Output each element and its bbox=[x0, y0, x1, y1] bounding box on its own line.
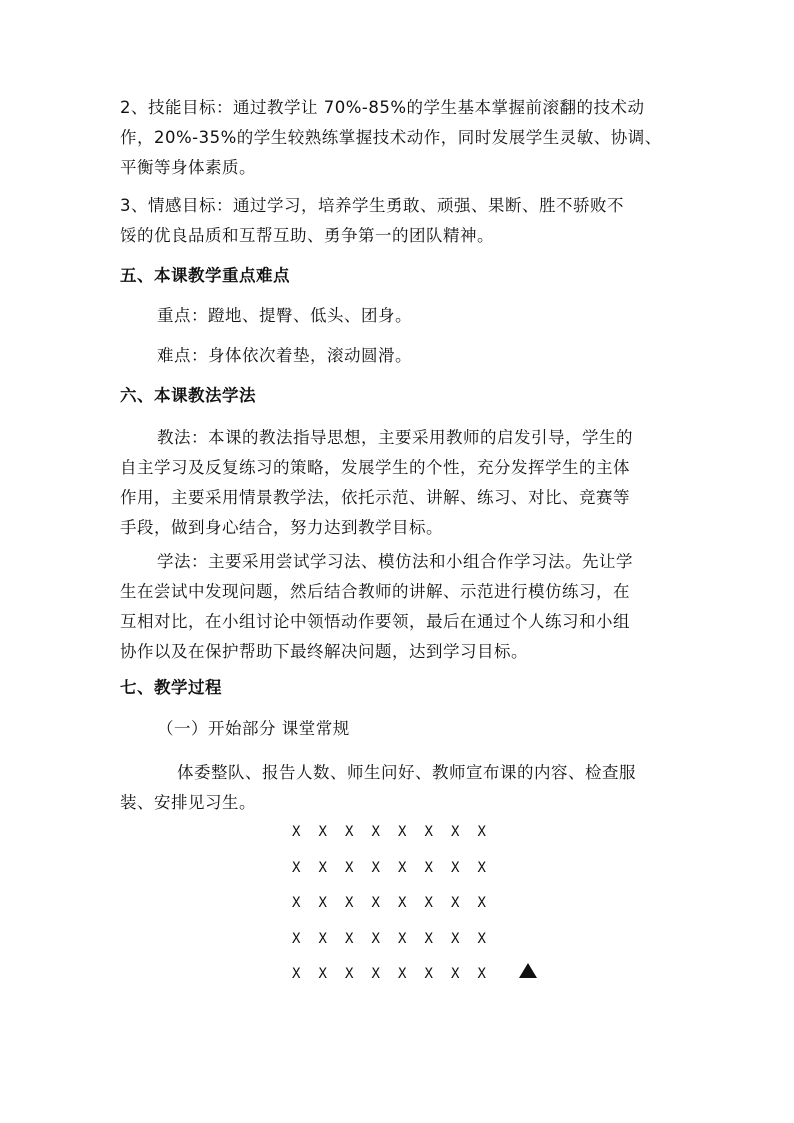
formation-row bbox=[292, 963, 504, 999]
student-mark: X bbox=[451, 824, 460, 840]
student-mark: X bbox=[424, 895, 433, 911]
student-mark: X bbox=[398, 930, 407, 947]
student-mark: X bbox=[371, 859, 380, 876]
section-5-heading: 五、本课教学重点难点 bbox=[120, 266, 290, 285]
student-mark: X bbox=[292, 930, 301, 947]
formation-row bbox=[292, 928, 504, 964]
skill-goal-line-3: 平衡等身体素质。 bbox=[120, 158, 256, 177]
part1-paragraph bbox=[120, 758, 676, 818]
teaching-method-paragraph bbox=[120, 423, 676, 543]
student-mark: X bbox=[451, 966, 460, 982]
teaching-method-line-2: 自主学习及反复练习的策略，发展学生的个性，充分发挥学生的主体 bbox=[120, 458, 630, 477]
student-mark: X bbox=[292, 966, 301, 982]
part1-line-2: 装、安排见习生。 bbox=[120, 793, 256, 812]
student-mark: X bbox=[318, 895, 327, 911]
student-mark: X bbox=[292, 859, 301, 876]
learning-method-line-4: 协作以及在保护帮助下最终解决问题，达到学习目标。 bbox=[120, 642, 528, 661]
skill-goal-line-1: 2、技能目标：通过教学让 70%-85%的学生基本掌握前滚翻的技术动 bbox=[120, 98, 645, 117]
student-formation bbox=[292, 821, 504, 999]
emotion-goal-line-2: 馁的优良品质和互帮互助、勇争第一的团队精神。 bbox=[120, 226, 494, 245]
student-mark: X bbox=[398, 824, 407, 840]
student-mark: X bbox=[345, 859, 354, 876]
skill-goal-line-2: 作，20%-35%的学生较熟练掌握技术动作，同时发展学生灵敏、协调、 bbox=[120, 128, 662, 147]
student-mark: X bbox=[477, 859, 486, 876]
teacher-triangle-icon bbox=[519, 963, 537, 978]
section-7-heading: 七、教学过程 bbox=[120, 678, 222, 697]
student-mark: X bbox=[345, 966, 354, 982]
learning-method-paragraph bbox=[120, 547, 676, 667]
part1-line-1: 体委整队、报告人数、师生问好、教师宣布课的内容、检查服 bbox=[177, 763, 636, 782]
student-mark: X bbox=[477, 966, 486, 982]
student-mark: X bbox=[477, 895, 486, 911]
student-mark: X bbox=[318, 859, 327, 876]
student-mark: X bbox=[477, 824, 486, 840]
teaching-method-line-3: 作用，主要采用情景教学法，依托示范、讲解、练习、对比、竞赛等 bbox=[120, 488, 630, 507]
student-mark: X bbox=[292, 895, 301, 911]
student-mark: X bbox=[451, 895, 460, 911]
learning-method-line-1: 学法：主要采用尝试学习法、模仿法和小组合作学习法。先让学 bbox=[157, 552, 633, 571]
student-mark: X bbox=[398, 859, 407, 876]
student-mark: X bbox=[292, 824, 301, 840]
student-mark: X bbox=[371, 824, 380, 840]
emotion-goal-line-1: 3、情感目标：通过学习，培养学生勇敢、顽强、果断、胜不骄败不 bbox=[120, 196, 624, 215]
emotion-goal-paragraph bbox=[120, 191, 676, 251]
student-mark: X bbox=[424, 930, 433, 947]
key-point-text: 重点：蹬地、提臀、低头、团身。 bbox=[157, 306, 412, 325]
student-mark: X bbox=[398, 895, 407, 911]
teaching-method-line-1: 教法：本课的教法指导思想，主要采用教师的启发引导，学生的 bbox=[157, 428, 633, 447]
formation-row bbox=[292, 857, 504, 893]
student-mark: X bbox=[451, 930, 460, 947]
student-mark: X bbox=[371, 966, 380, 982]
student-mark: X bbox=[345, 930, 354, 947]
difficulty-text: 难点：身体依次着垫，滚动圆滑。 bbox=[157, 346, 412, 365]
student-mark: X bbox=[477, 930, 486, 947]
student-mark: X bbox=[371, 895, 380, 911]
student-mark: X bbox=[318, 930, 327, 947]
student-mark: X bbox=[424, 859, 433, 876]
student-mark: X bbox=[398, 966, 407, 982]
teaching-method-line-4: 手段，做到身心结合，努力达到教学目标。 bbox=[120, 518, 443, 537]
section-6-heading: 六、本课教法学法 bbox=[120, 386, 256, 405]
student-mark: X bbox=[424, 966, 433, 982]
student-mark: X bbox=[371, 930, 380, 947]
learning-method-line-3: 互相对比，在小组讨论中领悟动作要领，最后在通过个人练习和小组 bbox=[120, 612, 630, 631]
student-mark: X bbox=[424, 824, 433, 840]
skill-goal-paragraph bbox=[120, 93, 676, 183]
student-mark: X bbox=[318, 966, 327, 982]
student-mark: X bbox=[318, 824, 327, 840]
formation-row bbox=[292, 821, 504, 857]
student-mark: X bbox=[345, 824, 354, 840]
learning-method-line-2: 生在尝试中发现问题，然后结合教师的讲解、示范进行模仿练习，在 bbox=[120, 582, 630, 601]
part1-title: （一）开始部分 课堂常规 bbox=[157, 719, 350, 738]
formation-row bbox=[292, 892, 504, 928]
student-mark: X bbox=[345, 895, 354, 911]
student-mark: X bbox=[451, 859, 460, 876]
